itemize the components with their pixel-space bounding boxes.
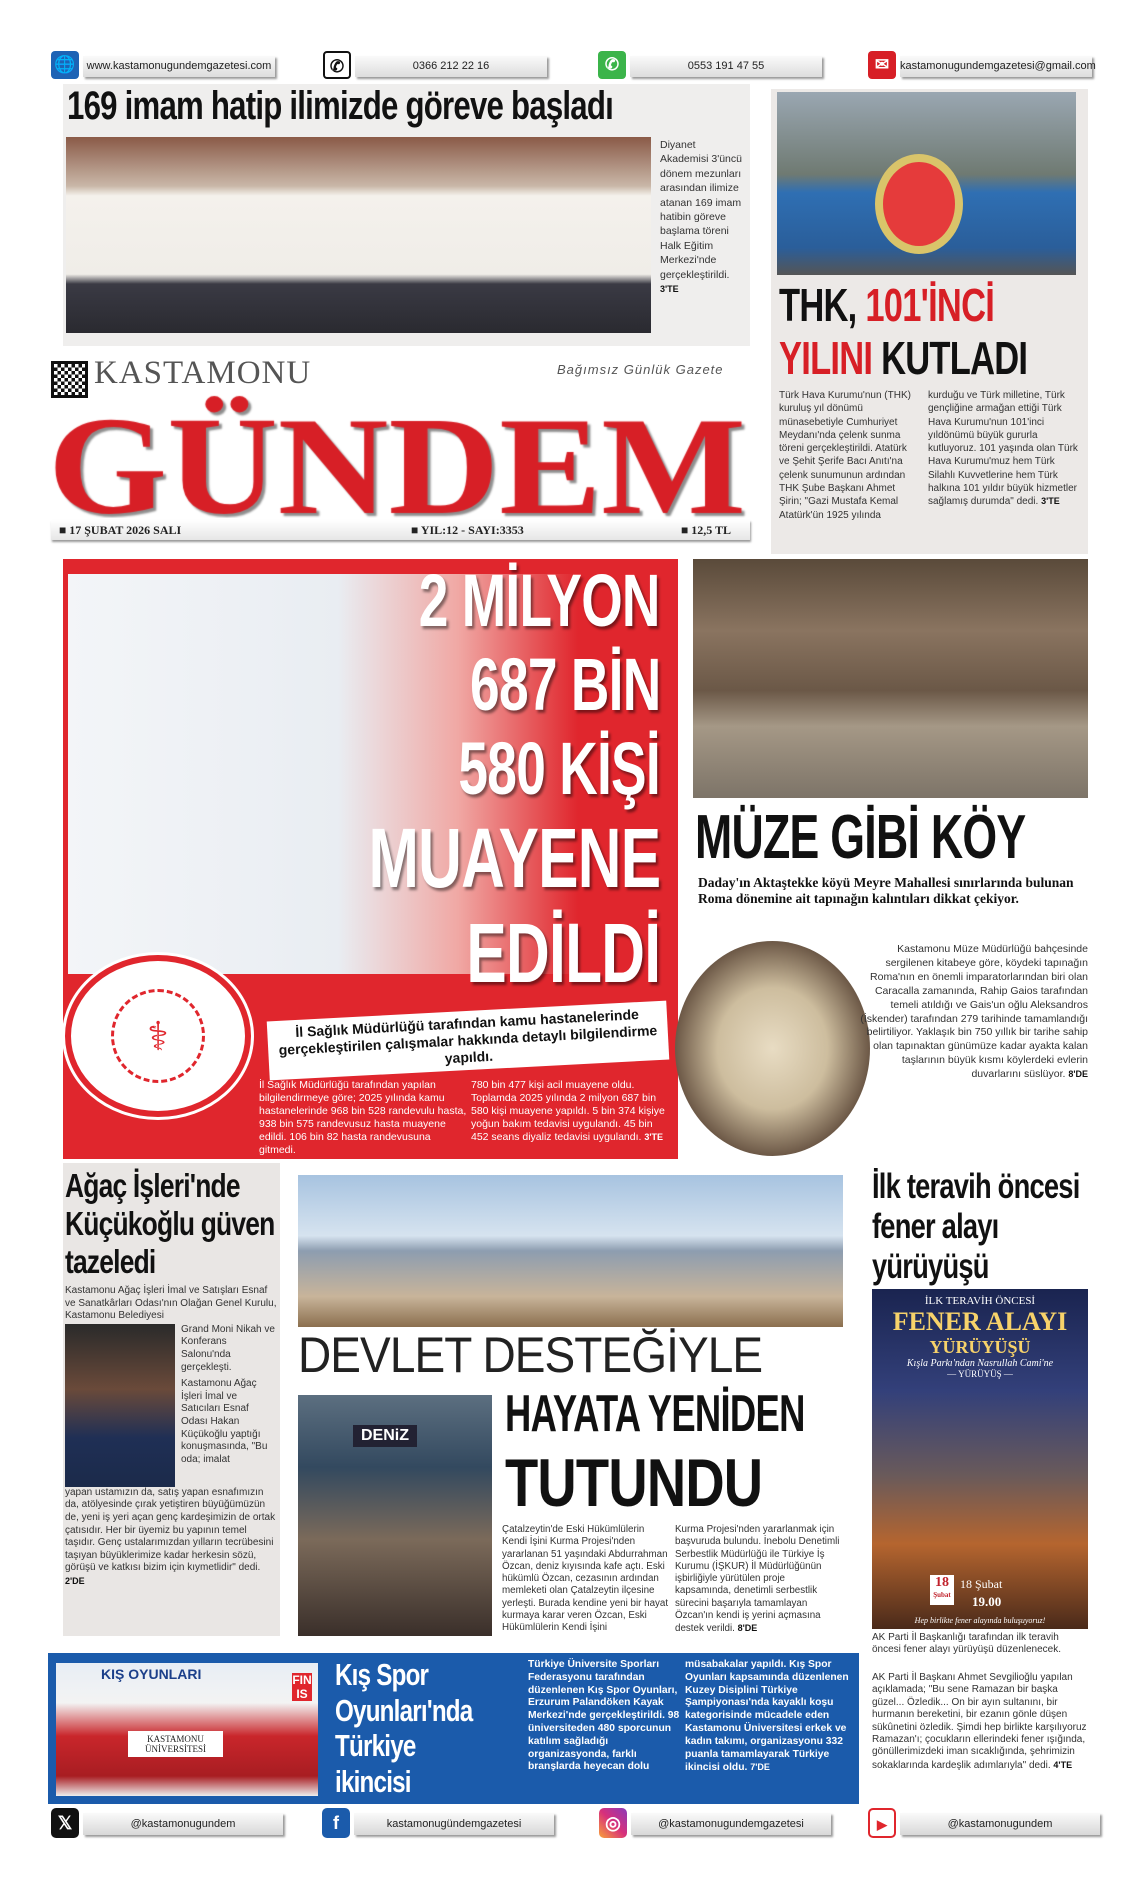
ozcan-group-photo — [298, 1395, 492, 1636]
issue-date: 17 ŞUBAT 2026 SALI — [69, 523, 182, 537]
devlet-col2: Kurma Projesi'nden yararlanmak için başvuruda bulundu. İnebolu Denetimli Serbestlik Müdürlüğü ile Türkiye İş Kurumu (İŞKUR) İl Müdürlüğünün işbirliğiyle yürütülen proje kapsamında, denetimli serbestlik sürecini başarıyla tamamlayan Özcan'ın kendi iş yerini açmasına destek verildi. 8'DE — [675, 1524, 840, 1635]
agac-body: Kastamonu Ağaç İşleri İmal ve Satışları Esnaf ve Sanatkârları Odası'nın Olağan Genel Kurulu, Kastamonu Belediyesi Grand Moni Nikah ve Konferans Salonu'nda gerçekleşti. Kastamonu Ağaç İşleri İmal ve Satıcıları Esnaf Odası Hakan Küçükoğlu yaptığı konuşmasında, "Bu oda; imalat yapan ustamızın da, satış yapan esnafımızın da, atölyesinde çırak yetiştiren büyüğümüzün de, yeni iş yeri açan genç kardeşimizin de ortak çatısıdır. Her bir üyemiz bu yapının temel taşıdır. Genç ustalarımızdan yılların tecrübesini taşıyan büyüklerimize kadar herkesin sözü, görüşü ve katkısı bizim için kıymetlidir" dedi. 2'DE — [65, 1285, 277, 1586]
thk-story[interactable] — [771, 89, 1088, 554]
sport-col2: müsabakalar yapıldı. Kış Spor Oyunları kapsamında düzenlenen Kuzey Disiplini Türkiye Şampiyonası'nda kayaklı koşu kategorisinde mücadele eden Kastamonu Üniversitesi erkek ve kadın takımı, organizasyonu 332 puanla tamamlayarak Türkiye ikincisi oldu. 7'DE — [685, 1659, 849, 1774]
qr-code[interactable] — [51, 361, 88, 398]
thk-col1: Türk Hava Kurumu'nun (THK) kuruluş yıl dönümü münasebetiyle Cumhuriyet Meydanı'nda çelenk sunma töreni gerçekleştirildi. Atatürk ve Şehit Şerife Bacı Anıtı'na çelenk sunumunun ardından THK Şube Başkanı Ahmet Şirin; "Gazi Mustafa Kemal Atatürk'ün 1925 yılında — [779, 390, 911, 521]
date-bar: ■ 17 ŞUBAT 2026 SALI ■ YIL:12 - SAYI:3353 ■ 12,5 TL — [51, 520, 750, 540]
health-col1: İl Sağlık Müdürlüğü tarafından yapılan bilgilendirmeye göre; 2025 yılında kamu hastanelerinde 968 bin 528 randevulu hasta, 938 bin 575 randevusuz hasta muayene edildi. 106 bin 82 hasta randevusuna gitmedi. — [259, 1079, 467, 1156]
devlet-headline-3: TUTUNDU — [505, 1445, 763, 1521]
facebook-handle: kastamonugündemgazetesi — [354, 1813, 554, 1835]
cafe-sign: DENiZ — [353, 1425, 417, 1447]
whatsapp-text: 0553 191 47 55 — [630, 56, 822, 77]
imam-headline: 169 imam hatip ilimizde göreve başladı — [67, 84, 614, 128]
website-text: www.kastamonugundemgazetesi.com — [83, 56, 275, 77]
devlet-col1: Çatalzeytin'de Eski Hükümlülerin Kendi İşini Kurma Projesi'nden yararlanan 51 yaşındaki Abdurrahman Özcan, deniz kıyısında kafe açtı. Eski hükümlü Özcan, cezasının ardından memleketi olan Çatalzeytin ilçesine yerleşti. Burada kendine yeni bir hayat kurmaya karar veren Özcan, Eski Hükümlülerin Kendi İşini — [502, 1524, 669, 1634]
masthead-logo — [46, 394, 754, 518]
sport-story[interactable] — [48, 1653, 859, 1804]
health-story[interactable] — [63, 559, 678, 1159]
kucukoglu-photo — [65, 1324, 175, 1487]
instagram-handle: @kastamonugundemgazetesi — [631, 1813, 831, 1835]
agac-headline: Ağaç İşleri'nde Küçükoğlu güven tazeledi — [65, 1167, 275, 1280]
thk-wreath-icon — [875, 154, 963, 254]
social-facebook[interactable] — [322, 1808, 562, 1838]
imam-group-photo — [66, 137, 651, 333]
devlet-headline-1: DEVLET DESTEĞİYLE — [298, 1327, 763, 1383]
phone-text: 0366 212 22 16 — [355, 56, 547, 77]
masthead-tagline: Bağımsız Günlük Gazete — [557, 362, 724, 377]
agac-story[interactable] — [63, 1163, 280, 1636]
museum-subhead: Daday'ın Aktaştekke köyü Meyre Mahallesi sınırlarında bulunan Roma dönemine ait tapınağın kalıntıları dikkat çekiyor. — [698, 875, 1074, 906]
contact-whatsapp[interactable] — [598, 53, 828, 79]
inscription-photo — [675, 941, 870, 1156]
youtube-icon: ▶ — [868, 1808, 896, 1838]
instagram-icon: ◎ — [599, 1808, 627, 1838]
x-handle: @kastamonugundem — [83, 1813, 283, 1835]
x-icon: 𝕏 — [51, 1808, 79, 1838]
ski-team-photo: KIŞ OYUNLARI KASTAMONU ÜNİVERSİTESİ FINIS — [56, 1663, 318, 1796]
cafe-photo — [298, 1175, 843, 1327]
whatsapp-icon: ✆ — [598, 51, 626, 79]
issue-number: YIL:12 - SAYI:3353 — [420, 523, 524, 537]
museum-headline: MÜZE GİBİ KÖY — [695, 803, 1026, 872]
thk-col2: kurduğu ve Türk milletine, Türk gençliğine armağan ettiği Türk Hava Kurumu'nun 101'inci yıldönümü büyük gururla kutluyoruz. 101 yaşında olan Türk Hava Kurumu'muz hem Türk Silahlı Kuvvetlerine hem Türk halkına 101 yıldır büyük hizmetler sağlamış durumda" dedi. 3'TE — [928, 390, 1078, 508]
ministry-seal-icon: ⚕ — [65, 955, 251, 1117]
social-youtube[interactable] — [868, 1808, 1108, 1838]
museum-story[interactable] — [693, 559, 1088, 1159]
museum-body: Kastamonu Müze Müdürlüğü bahçesinde sergilenen kitabeye göre, köydeki tapınağın Roma'nın en önemli imparatorlarından biri olan Caracalla zamanında, Rahip Gaios tarafından temeli atıldığı ve Gais'un oğlu Aleksandros (İskender) tarafından 279 tarihinde tamamlandığı belirtiliyor. Yaklaşık bin 750 yıllık bir tarihe sahip olan tapınaktan günümüze kadar ayakta kalan taşlarının büyük kısmı köylerdeki evlerin duvarlarını süslüyor. 8'DE — [860, 943, 1088, 1081]
village-wall-photo — [693, 559, 1088, 798]
devlet-story[interactable] — [298, 1175, 843, 1639]
sport-headline: Kış Spor Oyunları'nda Türkiye ikincisi — [335, 1657, 473, 1799]
contact-email[interactable] — [868, 53, 1098, 79]
teravih-headline: İlk teravih öncesi fener alayı yürüyüşü — [872, 1167, 1080, 1286]
masthead-city: KASTAMONU — [94, 355, 312, 391]
health-banner: İl Sağlık Müdürlüğü tarafından kamu hastanelerinde gerçekleştirilen çalışmalar hakkında detaylı bilgilendirme yapıldı. — [267, 1001, 670, 1081]
teravih-body: AK Parti İl Başkanı Ahmet Sevgilioğlu yapılan açıklamada; "Bu sene Ramazan bir başka güzel... Özledik... On bir ayın sultanını, bir hurmanın bereketini, bir ezanın gönle düşen sükûnetini özledik. Şimdi hep birlikte karşılıyoruz Ramazan'ı; çocukların ellerindeki fener ışığında, gönüllerimizdeki iman sıcaklığında, şehrimizin sokaklarında kardeşlik adımlarıyla" dedi. 4'TE — [872, 1672, 1087, 1771]
mail-icon: ✉ — [868, 51, 896, 79]
imam-body: Diyanet Akademisi 3'üncü dönem mezunları arasından ilimize atanan 169 imam hatibin göreve başlama töreni Halk Eğitim Merkezi'nde gerçekleştirildi. 3'TE — [660, 139, 742, 295]
facebook-icon: f — [322, 1808, 350, 1838]
contact-phone[interactable] — [323, 53, 553, 79]
thk-photo — [777, 92, 1076, 275]
email-text: kastamonugundemgazetesi@gmail.com — [900, 56, 1092, 77]
devlet-headline-2: HAYATA YENİDEN — [505, 1385, 805, 1443]
thk-headline: THK, 101'İNCİ YILINI KUTLADI — [779, 279, 1028, 384]
social-x[interactable] — [51, 1808, 291, 1838]
contact-website[interactable] — [51, 53, 281, 79]
social-instagram[interactable] — [599, 1808, 839, 1838]
health-col2: 780 bin 477 kişi acil muayene oldu. Toplamda 2025 yılında 2 milyon 687 bin 580 kişi muayene yapıldı. 5 bin 374 kişiye yoğun bakım tedavisi uygulandı. 45 bin 452 seans diyaliz tedavisi uygulandı. 3'TE — [471, 1079, 665, 1143]
phone-icon: ✆ — [323, 51, 351, 79]
fener-alayi-poster: İLK TERAVİH ÖNCESİ FENER ALAYI YÜRÜYÜŞÜ Kışla Parkı'ndan Nasrullah Cami'ne — YÜRÜYÜŞ — 18 Şubat 18 Şubat 19.00 Hep birlikte fener alayında buluşuyoruz! — [872, 1289, 1088, 1629]
teravih-story[interactable] — [870, 1169, 1088, 1799]
issue-price: 12,5 TL — [691, 523, 732, 537]
teravih-lead: AK Parti İl Başkanlığı tarafından ilk teravih öncesi fener alayı yürüyüşü düzenlenecek. — [872, 1632, 1062, 1656]
youtube-handle: @kastamonugundem — [900, 1813, 1100, 1835]
imam-story[interactable] — [63, 84, 750, 346]
health-headline: 2 MİLYON 687 BİN 580 KİŞİ MUAYENE EDİLDİ — [368, 559, 660, 1000]
sport-col1: Türkiye Üniversite Sporları Federasyonu tarafından düzenlenen Kış Spor Oyunları, Erzurum Palandöken Kayak Merkezi'nde gerçekleştirildi. 98 üniversiteden 480 sporcunun katılım sağladığı organizasyonda, farklı branşlarda heyecan dolu — [528, 1659, 680, 1773]
globe-icon: 🌐 — [51, 51, 79, 79]
